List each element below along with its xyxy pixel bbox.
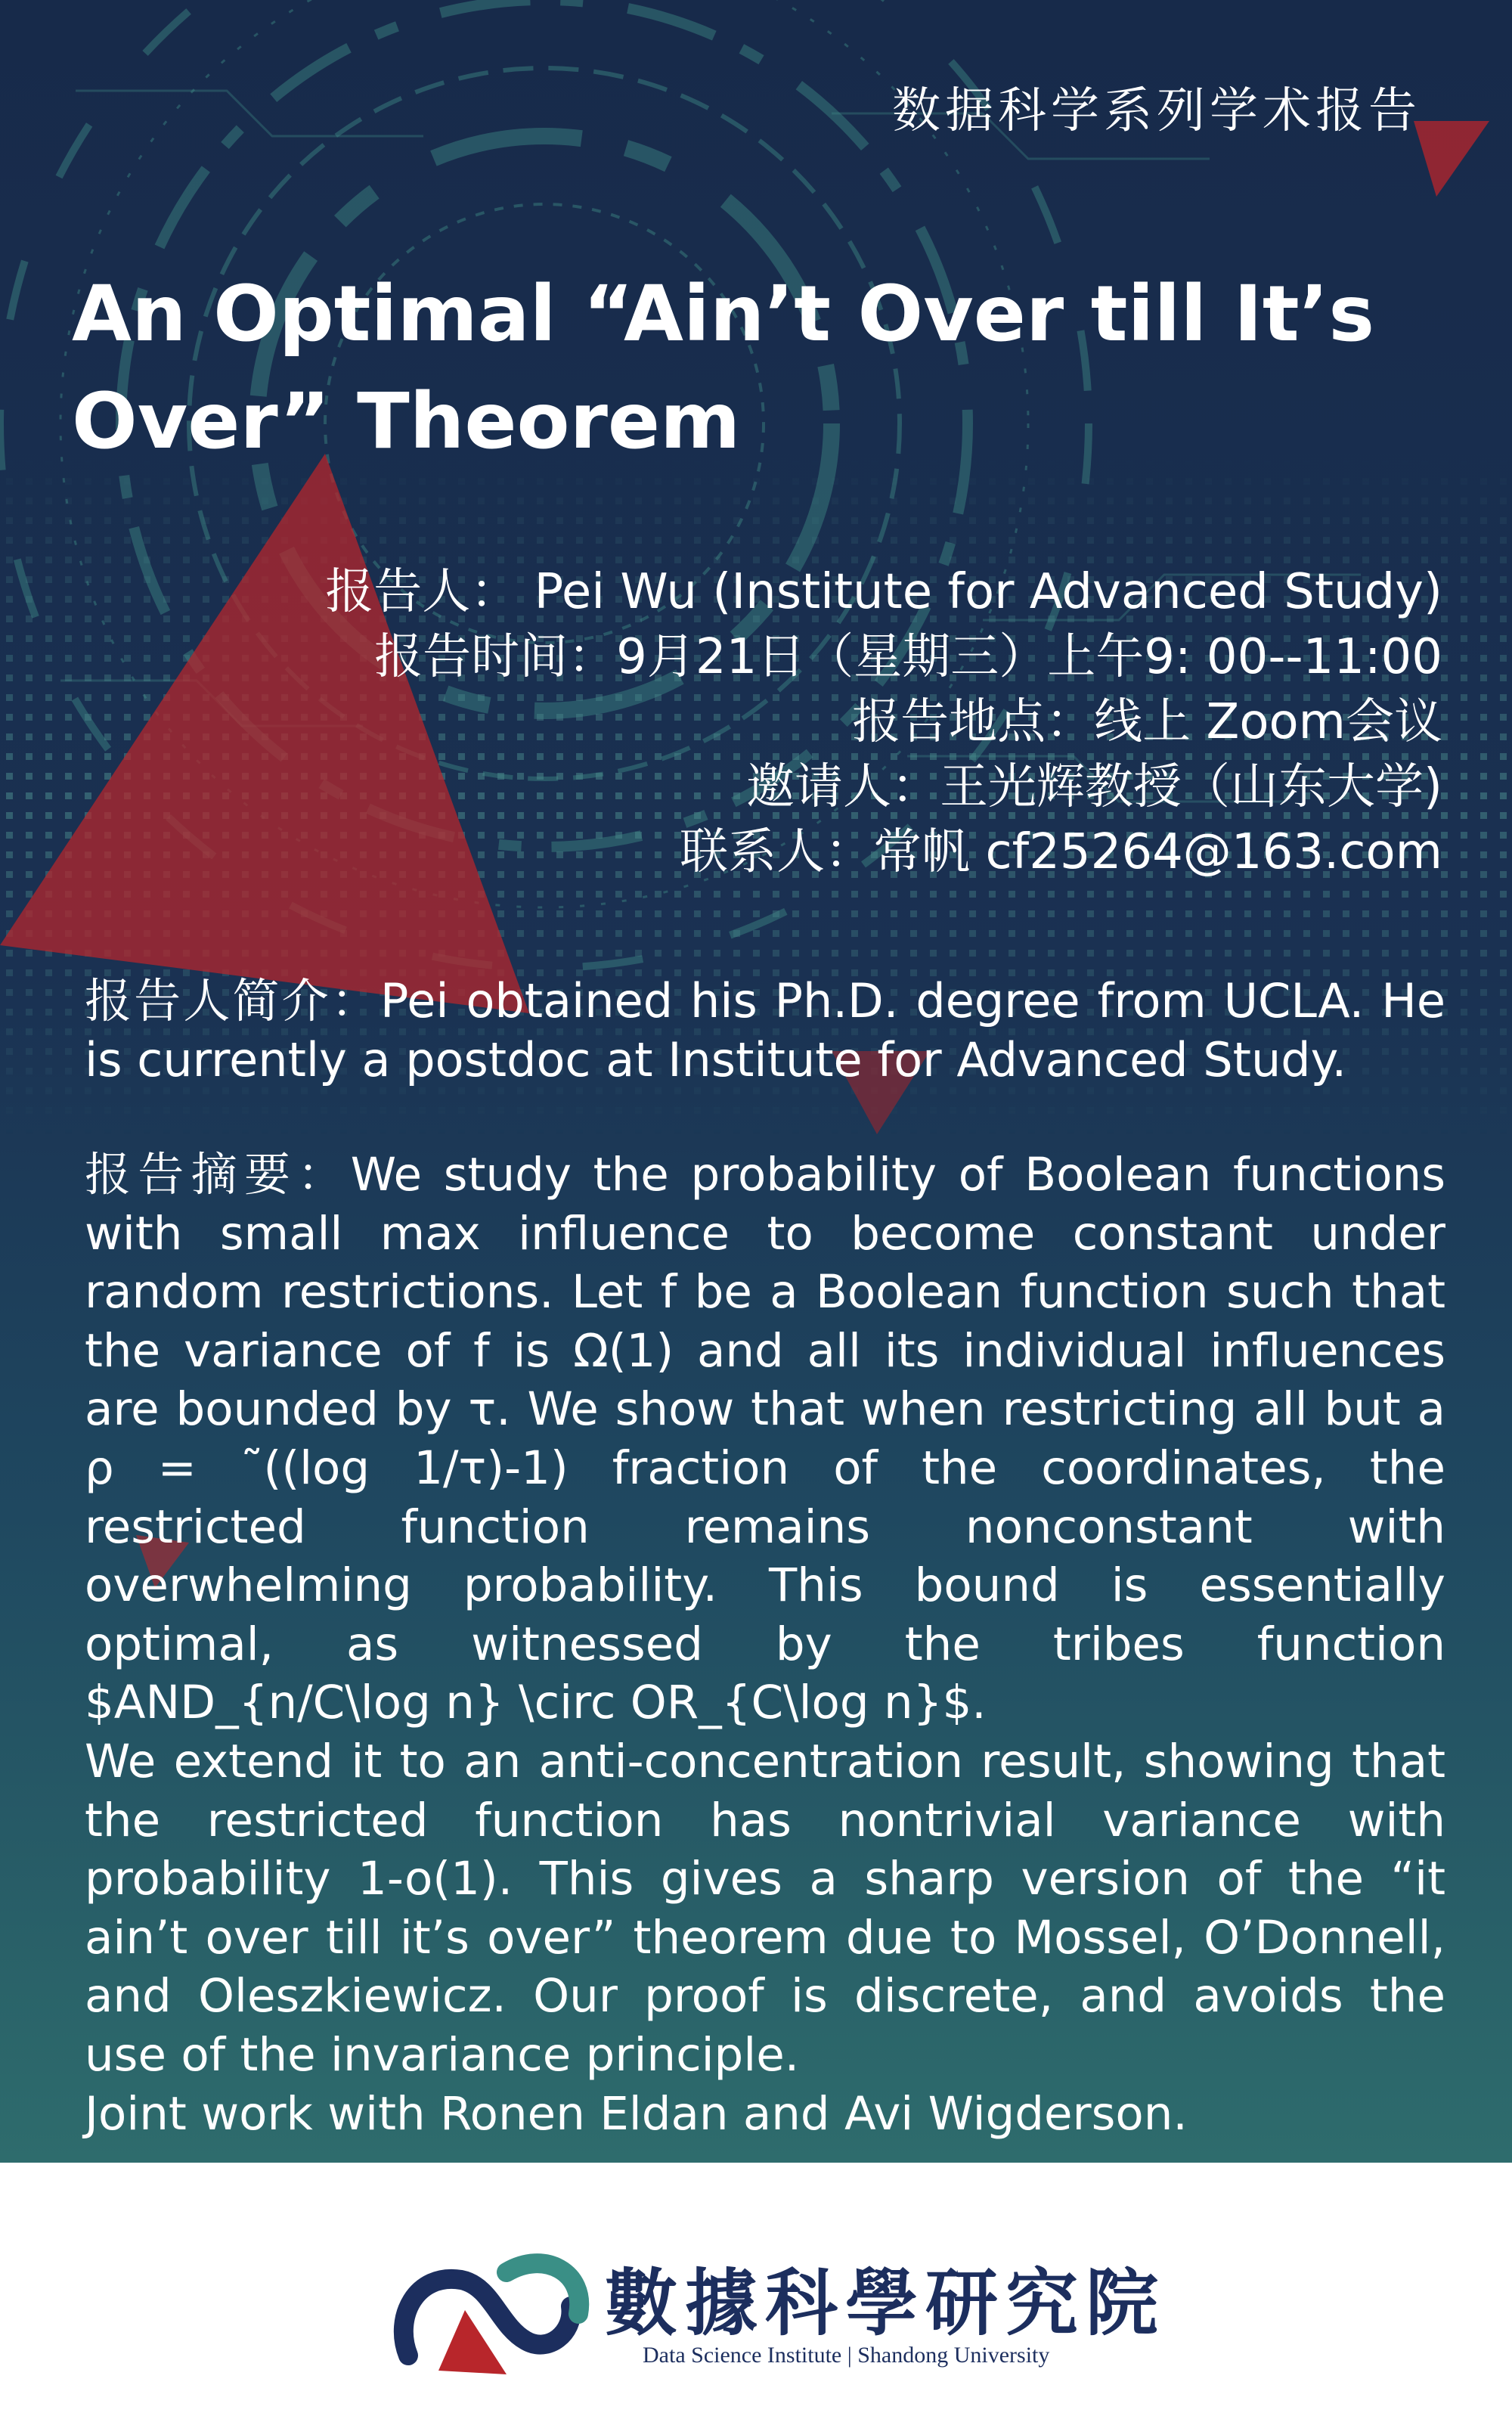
abstract: [85, 1146, 1445, 2143]
host-line: 邀请人：王光辉教授（山东大学): [746, 759, 1442, 815]
footer: [0, 2163, 1512, 2419]
speaker-line: 报告人： Pei Wu (Institute for Advanced Study): [325, 564, 1442, 620]
abstract-paragraph-1: 报告摘要：We study the probability of Boolean functions with small max influence to become constant under random restrictions. Let f be a Boolean function such that the variance of f is Ω(1) and all its individual influences are bounded by τ. We show that when restricting all but a ρ = ˜((log 1/τ)-1) fraction of the coordinates, the restricted function remains nonconstant with overwhelming probability. This bound is essentially optimal, as witnessed by the tribes function $AND_{n/C\log n} \circ OR_{C\log n}$.: [85, 1148, 1445, 1730]
time-line: 报告时间：9月21日（星期三）上午9: 00--11:00: [374, 629, 1442, 685]
abstract-paragraph-2: We extend it to an anti-concentration result, showing that the restricted function has nontrivial variance with probability 1-o(1). This gives a sharp version of the “it ain’t over till it’s over” theorem due to Mossel, O’Donnell, and Oleszkiewicz. Our proof is discrete, and avoids the use of the invariance principle.: [85, 1734, 1445, 2082]
institute-name-en: Data Science Institute | Shandong University: [643, 2343, 1050, 2368]
location-line: 报告地点：线上 Zoom会议: [852, 694, 1442, 750]
abstract-paragraph-3: Joint work with Ronen Eldan and Avi Wigderson.: [85, 2086, 1188, 2141]
talk-info: [157, 560, 1442, 885]
institute-logo-icon: [393, 2242, 590, 2386]
speaker-bio: 报告人简介：Pei obtained his Ph.D. degree from UCLA. He is currently a postdoc at Institute for Advanced Study.: [85, 973, 1445, 1087]
talk-title: An Optimal “Ain’t Over till It’s Over” Theorem: [72, 269, 1375, 467]
series-title: 数据科学系列学术报告: [892, 83, 1421, 139]
institute-name-cn: 數據科學研究院: [605, 2260, 1166, 2346]
contact-line: 联系人：常帆 cf25264@163.com: [680, 824, 1442, 880]
red-triangle-corner: [1414, 121, 1489, 197]
